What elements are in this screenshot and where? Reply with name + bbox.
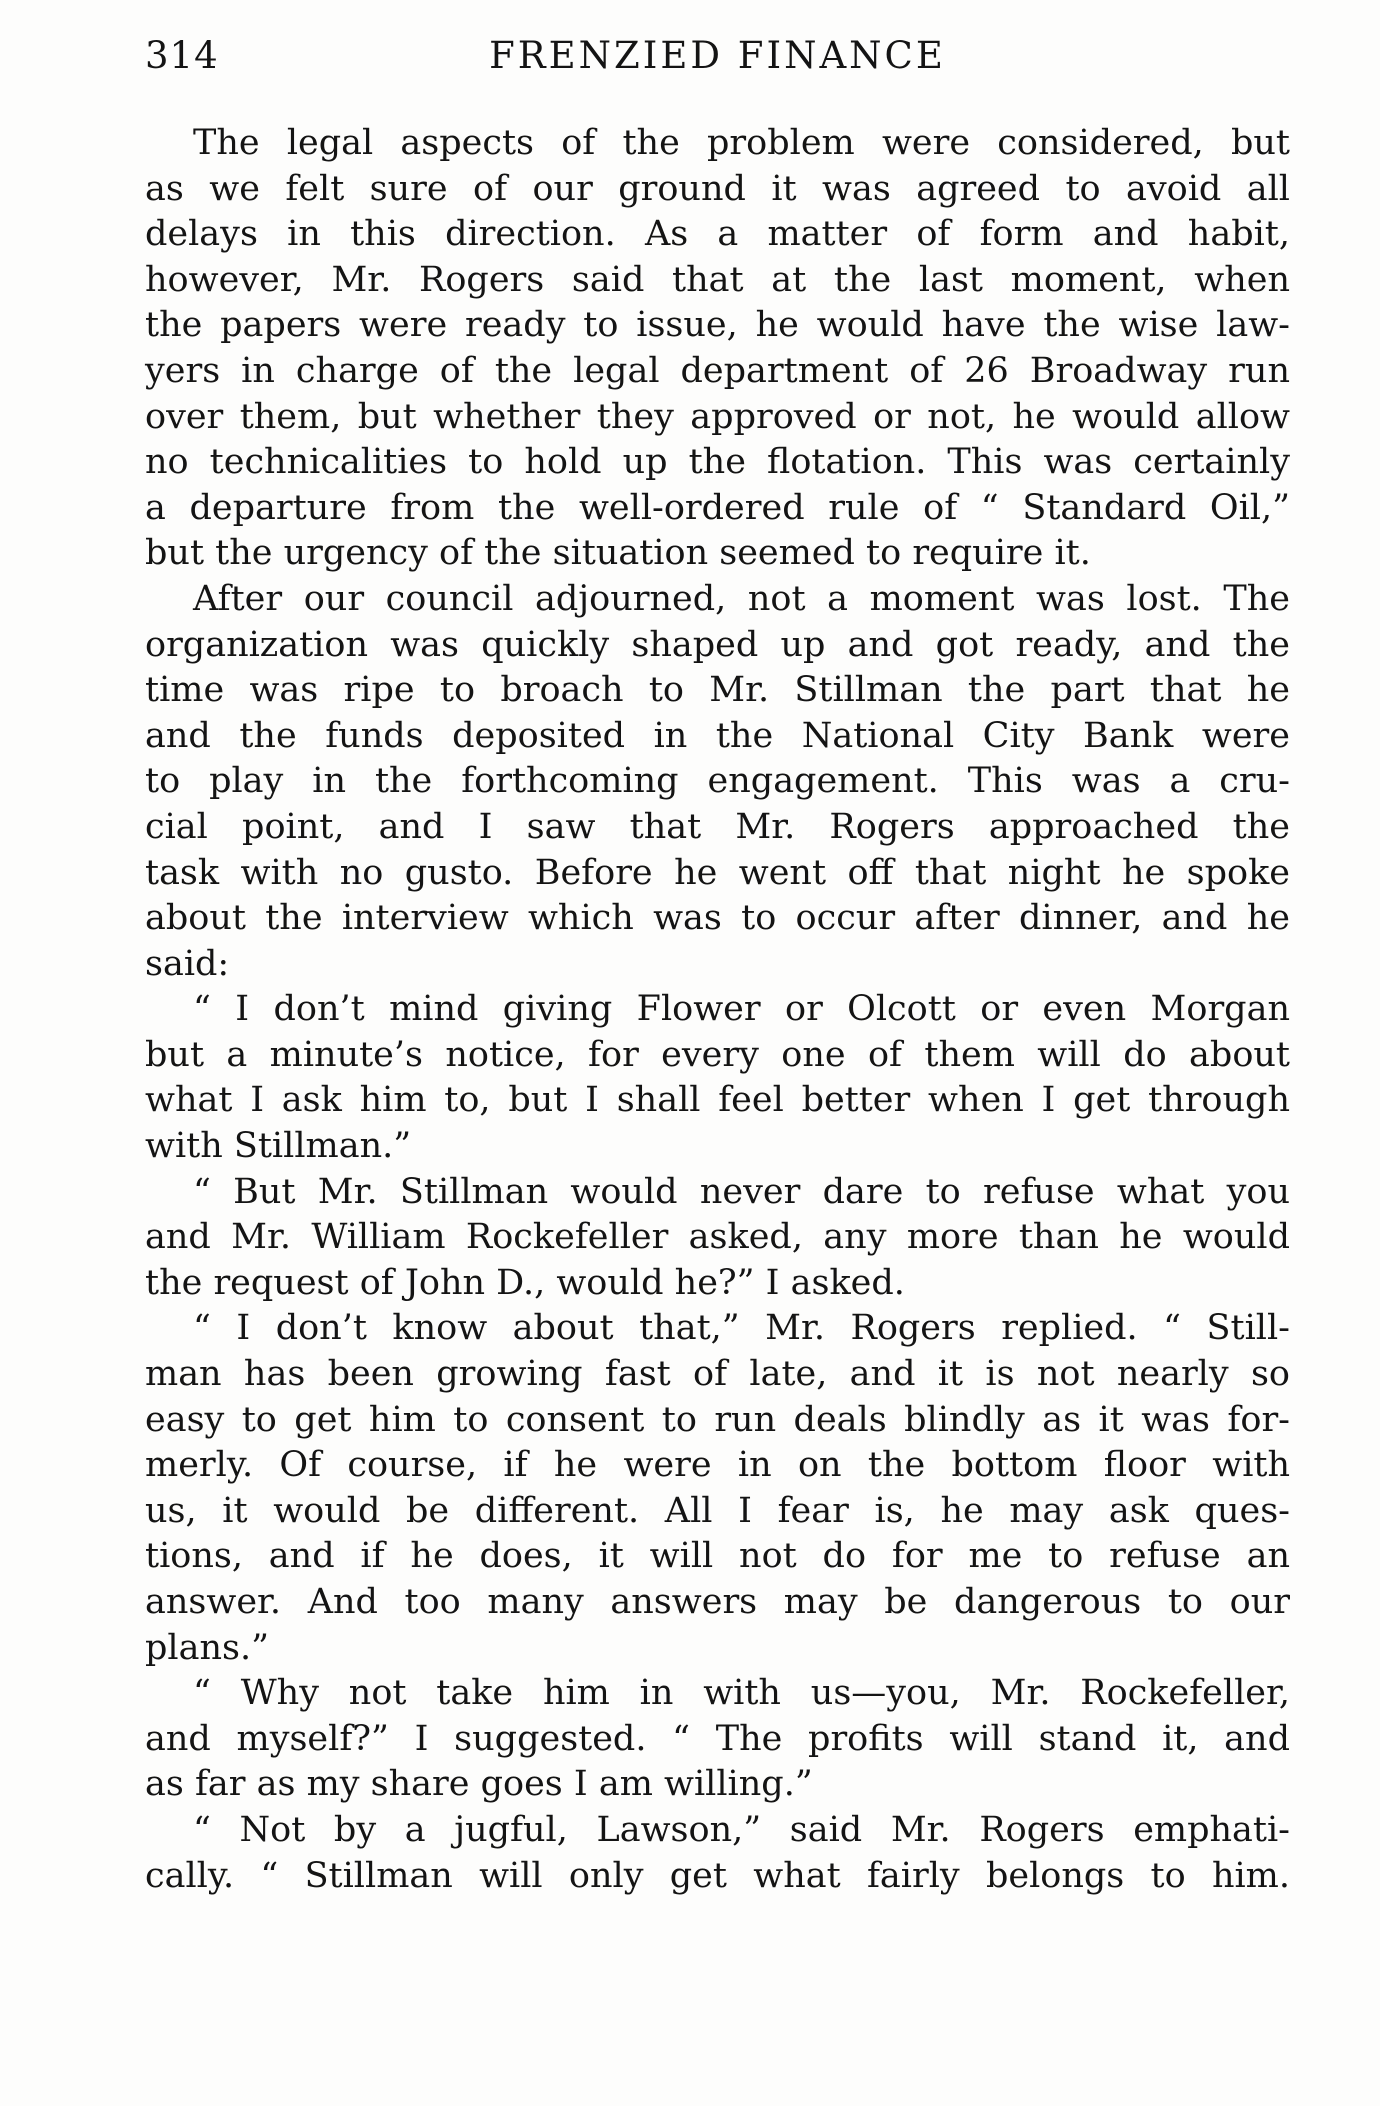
- text-line: the papers were ready to issue, he would have the wise law-: [145, 305, 1290, 346]
- text-line: over them, but whether they approved or not, he would allow: [145, 396, 1290, 437]
- text-line: After our council adjourned, not a moment was lost. The: [193, 578, 1290, 619]
- text-line: answer. And too many answers may be dangerous to our: [145, 1582, 1290, 1622]
- text-line: what I ask him to, but I shall feel better when I get through: [145, 1080, 1290, 1121]
- text-line: as far as my share goes I am willing.”: [145, 1764, 813, 1805]
- text-line: with Stillman.”: [145, 1126, 412, 1167]
- text-line: “ Why not take him in with us—you, Mr. Rockefeller,: [193, 1673, 1290, 1714]
- text-line: but a minute’s notice, for every one of them will do about: [145, 1034, 1290, 1075]
- text-line: us, it would be different. All I fear is, he may ask ques-: [145, 1490, 1290, 1531]
- text-line: and Mr. William Rockefeller asked, any more than he would: [145, 1217, 1290, 1258]
- text-line: no technicalities to hold up the flotation. This was certainly: [145, 442, 1290, 483]
- text-line: and the funds deposited in the National City Bank were: [145, 715, 1290, 756]
- text-line: yers in charge of the legal department of 26 Broadway run: [145, 350, 1290, 391]
- text-line: task with no gusto. Before he went off that night he spoke: [145, 852, 1290, 893]
- text-line: man has been growing fast of late, and it is not nearly so: [145, 1354, 1290, 1395]
- text-line: but the urgency of the situation seemed to require it.: [145, 533, 1091, 574]
- text-line: as we felt sure of our ground it was agreed to avoid all: [145, 168, 1290, 209]
- text-line: “ Not by a jugful, Lawson,” said Mr. Rogers emphati-: [193, 1809, 1290, 1850]
- text-line: tions, and if he does, it will not do for me to refuse an: [145, 1536, 1290, 1577]
- text-line: merly. Of course, if he were in on the bottom floor with: [145, 1445, 1290, 1486]
- paragraph: [145, 577, 1290, 987]
- text-line: and myself?” I suggested. “ The profits will stand it, and: [145, 1718, 1290, 1759]
- text-line: to play in the forthcoming engagement. This was a cru-: [145, 761, 1290, 802]
- text-line: the request of John D., would he?” I asked.: [145, 1262, 905, 1303]
- text-line: a departure from the well-ordered rule of “ Standard Oil,”: [145, 487, 1290, 528]
- text-line: organization was quickly shaped up and got ready, and the: [145, 624, 1290, 665]
- paragraph: [145, 1808, 1290, 1899]
- running-title: FRENZIED FINANCE: [489, 34, 946, 77]
- text-line: cial point, and I saw that Mr. Rogers approached the: [145, 806, 1290, 847]
- text-line: “ I don’t know about that,” Mr. Rogers replied. “ Still-: [193, 1308, 1290, 1349]
- body-text: [145, 121, 1290, 1899]
- page-number: 314: [145, 34, 219, 77]
- paragraph: [145, 1306, 1290, 1671]
- text-line: “ I don’t mind giving Flower or Olcott or even Morgan: [193, 989, 1290, 1030]
- paragraph: [145, 121, 1290, 577]
- text-line: about the interview which was to occur after dinner, and he: [145, 898, 1290, 939]
- text-line: easy to get him to consent to run deals blindly as it was for-: [145, 1399, 1290, 1440]
- text-line: “ But Mr. Stillman would never dare to refuse what you: [193, 1171, 1290, 1212]
- text-line: however, Mr. Rogers said that at the last moment, when: [145, 259, 1290, 300]
- text-line: cally. “ Stillman will only get what fairly belongs to him.: [145, 1855, 1290, 1896]
- running-head: [145, 28, 1290, 84]
- text-line: The legal aspects of the problem were considered, but: [193, 123, 1290, 163]
- text-line: delays in this direction. As a matter of form and habit,: [145, 214, 1290, 255]
- text-line: plans.”: [145, 1627, 269, 1668]
- text-line: time was ripe to broach to Mr. Stillman the part that he: [145, 670, 1290, 711]
- paragraph: [145, 1671, 1290, 1808]
- paragraph: [145, 1170, 1290, 1307]
- paragraph: [145, 987, 1290, 1169]
- text-line: said:: [145, 943, 230, 984]
